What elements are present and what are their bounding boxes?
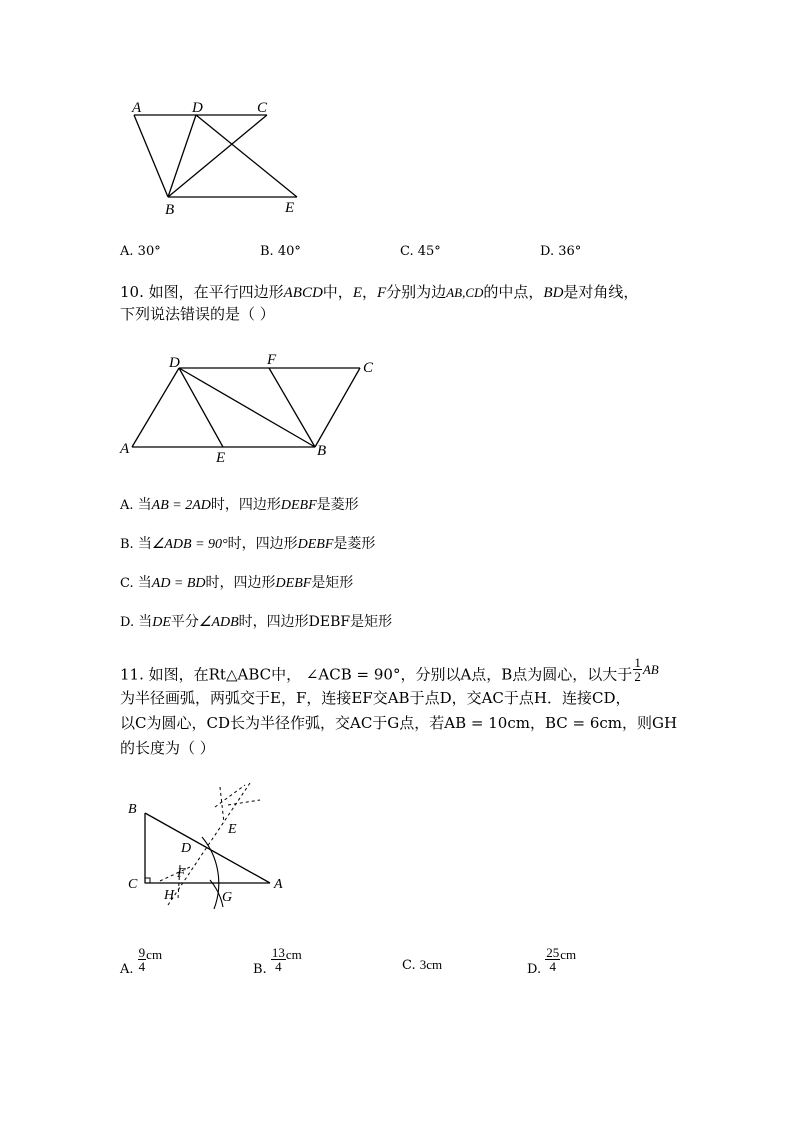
q11-figure (120, 775, 295, 915)
q9-option-c[interactable]: C. 45° (400, 244, 441, 259)
q10-option-b[interactable]: B. 当∠ADB = 90°时，四边形DEBF是菱形 (120, 536, 376, 552)
q9-label-c: C (257, 100, 268, 116)
q10-label-b: B (317, 443, 327, 459)
q11-stem-line2: 为半径画弧，两弧交于E，F，连接EF交AB于点D，交AC于点H．连接CD， (120, 689, 631, 707)
q9-option-a[interactable]: A. 30° (120, 244, 161, 259)
q9-label-b: B (165, 202, 175, 218)
q11-label-g: G (222, 890, 233, 905)
q10-label-d: D (169, 355, 180, 371)
q9-option-b[interactable]: B. 40° (260, 244, 301, 259)
q10-option-a[interactable]: A. 当AB = 2AD时，四边形DEBF是菱形 (120, 497, 359, 513)
q11-label-d: D (181, 841, 192, 856)
q9-option-d[interactable]: D. 36° (540, 244, 582, 259)
q9-label-d: D (192, 100, 203, 116)
q11-fraction-half: $\frac{1}{2}$ (634, 655, 641, 684)
q11-label-e: E (228, 822, 237, 837)
q9-label-e: E (285, 200, 295, 216)
q10-option-c[interactable]: C. 当AD = BD时，四边形DEBF是矩形 (120, 575, 354, 591)
q10-stem-line1: 10. 如图，在平行四边形ABCD中，E，F分别为边AB,CD的中点，BD是对角线， (120, 283, 639, 301)
q11-stem-line4: 的长度为（ ） (120, 739, 215, 757)
q10-label-a: A (120, 441, 130, 457)
q11-option-a[interactable]: A. $\frac{9}{4}$ cm (120, 945, 163, 977)
q10-label-c: C (363, 360, 374, 376)
q11-label-c: C (128, 877, 138, 892)
q10-figure (115, 350, 385, 465)
q11-label-b: B (128, 802, 137, 817)
q11-label-h: H (164, 888, 175, 903)
q11-stem-line3: 以C为圆心，CD长为半径作弧，交AC于G点，若AB = 10cm，BC = 6cm，则GH (120, 714, 678, 732)
q11-stem-line1: 11. 如图，在Rt△ABC中， ∠ACB = 90°，分别以A点，B点为圆心，以大于 $\frac{1}{2}$ AB (120, 655, 659, 684)
q10-option-d[interactable]: D. 当DE平分∠ADB时，四边形DEBF是矩形 (120, 614, 393, 630)
q11-option-c[interactable]: C. 3cm (402, 957, 443, 973)
q11-label-f: F (177, 866, 186, 881)
q10-label-e: E (216, 450, 226, 465)
q11-option-d[interactable]: D. $\frac{25}{4}$ cm (527, 945, 577, 977)
q10-label-f: F (267, 352, 277, 368)
q9-label-a: A (132, 100, 142, 116)
q11-label-a: A (274, 877, 283, 892)
q11-option-b[interactable]: B. $\frac{13}{4}$ cm (253, 945, 302, 977)
q10-stem-line2: 下列说法错误的是（ ） (120, 305, 275, 323)
q9-figure (120, 95, 320, 220)
